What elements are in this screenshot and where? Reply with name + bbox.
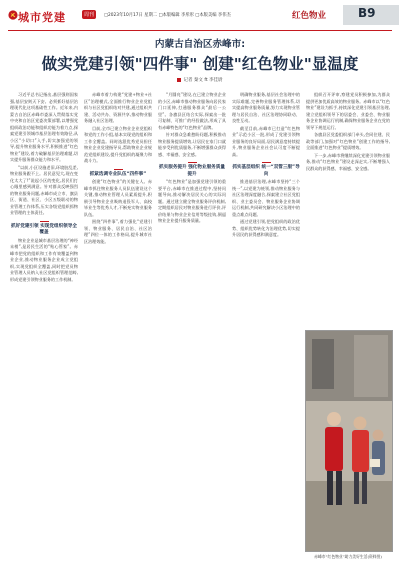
party-emblem-icon: [8, 10, 18, 20]
section-subhead: [84, 169, 152, 179]
paragraph: 习近平总书记指出,基层强则国家强,基层安则天下安。必须抓好基层治理现代化这项基础性工作。近年来,内蒙古自治区赤峰市委深入贯彻落实党中央和自治区党委决策部署,以增强党组织政治功能和组织功能为着力点,探索党建引领城市基层治理有效路径,从小区“小切口”入手,切实加强党的领导,提升物业服务水平,积极推进“红色物业”建设,着力破解基层治理难题,切实提升服务群众能力和水平。: [10, 92, 78, 162]
paragraph: 创建“红色物业”的关键在人。赤峰市抓住物业服务人员队伍建设这个关键,推动物业管理人员素质提升,积极引导物业企业吸纳退役军人、高校毕业生等优秀人才,不断充实物业服务队伍。: [84, 179, 152, 217]
paragraph: 各旗县区党委组织部门牵头,会同住建、民政等部门,加强对“红色物业”创建工作的指导,全面推进“红色物业”提质增效。: [306, 132, 390, 150]
issue-info: □2023年10月17日 星期二 □本版编辑 李彤彤 □本版美编 李伟杰: [104, 13, 231, 18]
section-subhead: [158, 162, 226, 178]
subhead-text: 抓实基层组织 统一“双管三服”导向: [232, 165, 300, 177]
article-byline: [0, 77, 400, 83]
article-column-5: [306, 92, 390, 327]
paragraph: 针对群众急难愁盼问题,积极推动物业服务提质增效,让居民在家门口就能享受到优质服务,不断增强群众获得感、幸福感、安全感。: [158, 132, 226, 157]
article-kicker: 内蒙古自治区赤峰市:: [154, 39, 246, 50]
paragraph: “红色物业”是加强党建引领的重要平台,赤峰市在推进过程中,坚持问题导向,推动解决居民关心的实际问题。通过建立健全物业服务评价机制,定期组织居民对物业服务进行评价,评价结果与物业企业信用等级挂钩,倒逼物业企业提升服务质量。: [158, 179, 226, 223]
page-number: B9: [358, 6, 376, 20]
edition-badge: 周刊: [84, 12, 95, 18]
paragraph: 物业企业是城市基层治理的“神经末梢”,是居民生活的“贴心管家”。赤峰市把党的组织和工作有效覆盖到物业企业,推动物业服务企业成立党组织,实现党组织全覆盖,同时把党员物业管理人员纳入社区党组织管理范畴,形成党建引领物业服务的工作机制。: [10, 237, 78, 282]
header-rule: [8, 30, 392, 31]
subhead-text: 抓实服务提升 强化物业服务质量提升: [159, 165, 225, 177]
subhead-rule: [262, 162, 271, 163]
subhead-rule: [114, 169, 123, 170]
section-subhead: [232, 162, 300, 178]
article-column-2: [84, 92, 152, 562]
paragraph: 下一步,赤峰市将继续深化党建引领物业服务,推动“红色物业”建设走深走实,不断增强人民群众的获得感、幸福感、安全感。: [306, 152, 390, 171]
paragraph: “以前,小区设施老旧,环境脏乱差,物业服务跟不上。居民意见大,现在变化太大了!”说起小区的变化,居民们打心眼里感到满意。针对群众反映强烈的物业服务问题,赤峰市成立市、旗县区、街道、社区、小区五级联动的物业管理工作体系,压实各级党组织抓物业管理的主体责任。: [10, 164, 78, 215]
paragraph: 组织召开评审,察建党员积极参加,为群众提供更加优质高效的物业服务。赤峰市以“红色物业”建设为抓手,持续深化党建引领基层治理,建立党组织领导下的居委会、业委会、物业服务企业协调运行机制,确保物业服务企业在党的领导下规范运行。: [306, 92, 390, 130]
paragraph: “月圆亮”建设,在已建立物业企业的小区,赤峰市推动物业服务向居民家门口延伸,打通服务群众“最后一公里”。各旗县区结合实际,探索出一批可复制、可推广的经验做法,形成了具有赤峰特色的“红色物业”品牌。: [158, 92, 226, 130]
photo-caption: 赤峰市“红色物业”助力美好生活(资料图): [314, 554, 382, 559]
subhead-rule: [188, 162, 197, 163]
article-column-1: [10, 92, 78, 562]
community-service-photo: [306, 331, 393, 552]
subhead-text: 抓好党建引领 实现党组织领导全覆盖: [11, 223, 77, 235]
article-photo: [305, 330, 393, 552]
byline-marker-icon: [177, 78, 181, 82]
paragraph: 围绕“四件事”,着力强化“党建引领、物业服务、居民自治、社区治理”四位一体的工作格局,提升城市社区治理效能。: [84, 219, 152, 244]
subhead-rule: [40, 221, 49, 222]
paragraph: 截至目前,赤峰市已打造“红色物业”示范小区一批,形成了党建引领物业服务的良好局面,居民满意度持续提升,物业服务企业社会认可度不断提高。: [232, 125, 300, 157]
article-headline: 做实党建引领"四件事" 创建"红色物业"显温度: [41, 55, 359, 73]
paragraph: 通过党建引领,把党组织的政治优势、组织优势转化为治理优势,切实提升居民的获得感和满意度。: [232, 219, 300, 237]
paragraph: 推进基层治理,赤峰市坚持“三个统一”,以党建为统领,推动物业服务与社区治理深度融合,探索建立社区党组织、业主委员会、物业服务企业协调运行机制,共同研究解决小区治理中的重点难点问题。: [232, 179, 300, 217]
paragraph: 目前,全市已建立物业企业党组织和党的工作小组,基本实现党的组织和工作全覆盖。同时选派优秀党员担任物业企业党建指导员,帮助物业企业规范党组织建设,提升党组织的凝聚力和战斗力。: [84, 125, 152, 163]
paragraph: 赤峰市着力构建“党建+物业+社区”治理模式,全面推行物业企业党组织与社区党组织结对共建,通过组织共建、活动共办、资源共享,推动物业服务融入社区治理。: [84, 92, 152, 123]
newspaper-logo: 城市党建: [18, 11, 66, 24]
byline-text: 记者 秦文 ft 李佳尉: [183, 78, 223, 83]
article-column-3: [158, 92, 226, 562]
paragraph: 明确物业服务,基层社会治理中的实际难题,完善物业服务管理体系,切实提高物业服务质量,努力实现物业管理与居民自治、社区治理协同联动、良性互动。: [232, 92, 300, 123]
article-column-4: [232, 92, 300, 562]
section-title: 红色物业: [292, 11, 327, 21]
subhead-text: 抓紧选调专业队伍“四件事”: [89, 171, 147, 177]
section-subhead: [10, 221, 78, 237]
